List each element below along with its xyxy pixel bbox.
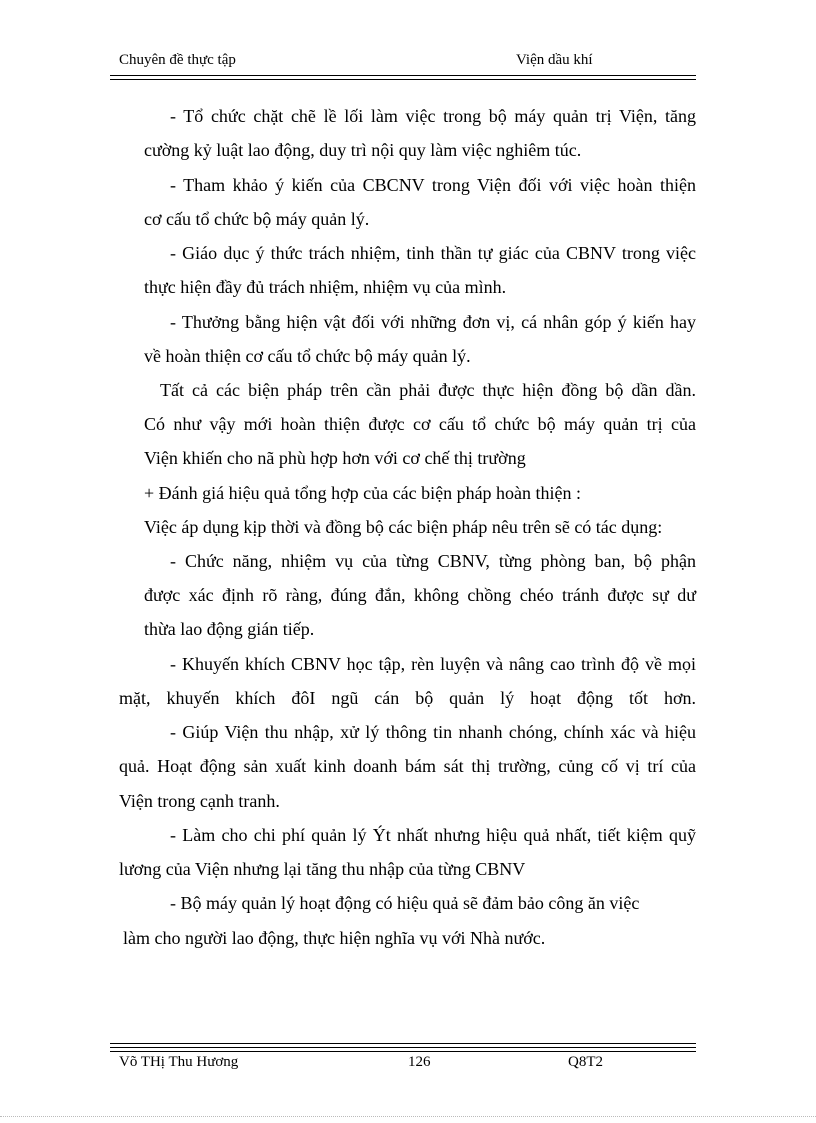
- text-line: - Giáo dục ý thức trách nhiệm, tinh thần tự giác của CBNV trong việc: [170, 243, 696, 263]
- text-line: Viện trong cạnh tranh.: [119, 791, 280, 811]
- text-line: - Bộ máy quản lý hoạt động có hiệu quả sẽ đảm bảo công ăn việc: [170, 893, 640, 913]
- text-line: thừa lao động gián tiếp.: [144, 619, 315, 639]
- text-line: - Làm cho chi phí quản lý Ýt nhất nhưng hiệu quả nhất, tiết kiệm quỹ: [170, 825, 696, 845]
- header-rule-thin: [110, 79, 696, 80]
- text-line: thực hiện đầy đủ trách nhiệm, nhiệm vụ của mình.: [144, 277, 507, 297]
- page-header-left: Chuyên đề thực tập: [119, 52, 236, 68]
- text-line: cơ cấu tổ chức bộ máy quản lý.: [144, 209, 370, 229]
- footer-rule-1: [110, 1043, 696, 1044]
- text-line: - Tổ chức chặt chẽ lề lối làm việc trong bộ máy quản trị Viện, tăng: [170, 106, 696, 126]
- text-line: lương của Viện nhưng lại tăng thu nhập của từng CBNV: [119, 859, 526, 879]
- header-rule: [110, 75, 696, 76]
- text-line: Viện khiến cho nã phù hợp hơn với cơ chế thị trường: [144, 448, 526, 468]
- text-line: - Giúp Viện thu nhập, xử lý thông tin nhanh chóng, chính xác và hiệu: [170, 722, 696, 742]
- footer-class: Q8T2: [568, 1054, 603, 1070]
- footer-author: Võ THị Thu Hương: [119, 1054, 239, 1070]
- text-line: - Khuyến khích CBNV học tập, rèn luyện và nâng cao trình độ về mọi: [170, 654, 696, 674]
- text-line: về hoàn thiện cơ cấu tổ chức bộ máy quản lý.: [144, 346, 471, 366]
- footer-rule-2: [110, 1047, 696, 1048]
- text-line: - Chức năng, nhiệm vụ của từng CBNV, từng phòng ban, bộ phận: [170, 551, 696, 571]
- footer-rule-3: [110, 1051, 696, 1052]
- text-line: làm cho người lao động, thực hiện nghĩa vụ với Nhà nước.: [123, 928, 546, 948]
- text-line: được xác định rõ ràng, đúng đắn, không chồng chéo tránh được sự dư: [144, 585, 696, 605]
- page-header-right: Viện dầu khí: [516, 52, 593, 68]
- text-line: - Tham khảo ý kiến của CBCNV trong Viện đối với việc hoàn thiện: [170, 175, 696, 195]
- text-line: Tất cả các biện pháp trên cần phải được thực hiện đồng bộ dần dần.: [160, 380, 696, 400]
- page-number: 126: [408, 1054, 431, 1070]
- page-edge: [0, 1116, 816, 1117]
- text-line: mặt, khuyến khích đôI ngũ cán bộ quản lý hoạt động tốt hơn.: [119, 688, 696, 708]
- text-line: - Thưởng bằng hiện vật đối với những đơn vị, cá nhân góp ý kiến hay: [170, 312, 696, 332]
- text-line: Có như vậy mới hoàn thiện được cơ cấu tổ chức bộ máy quản trị của: [144, 414, 696, 434]
- text-line: cường kỷ luật lao động, duy trì nội quy làm việc nghiêm túc.: [144, 140, 582, 160]
- text-line: + Đánh giá hiệu quả tổng hợp của các biện pháp hoàn thiện :: [144, 483, 582, 503]
- text-line: Việc áp dụng kịp thời và đồng bộ các biện pháp nêu trên sẽ có tác dụng:: [144, 517, 663, 537]
- text-line: quả. Hoạt động sản xuất kinh doanh bám sát thị trường, củng cố vị trí của: [119, 756, 696, 776]
